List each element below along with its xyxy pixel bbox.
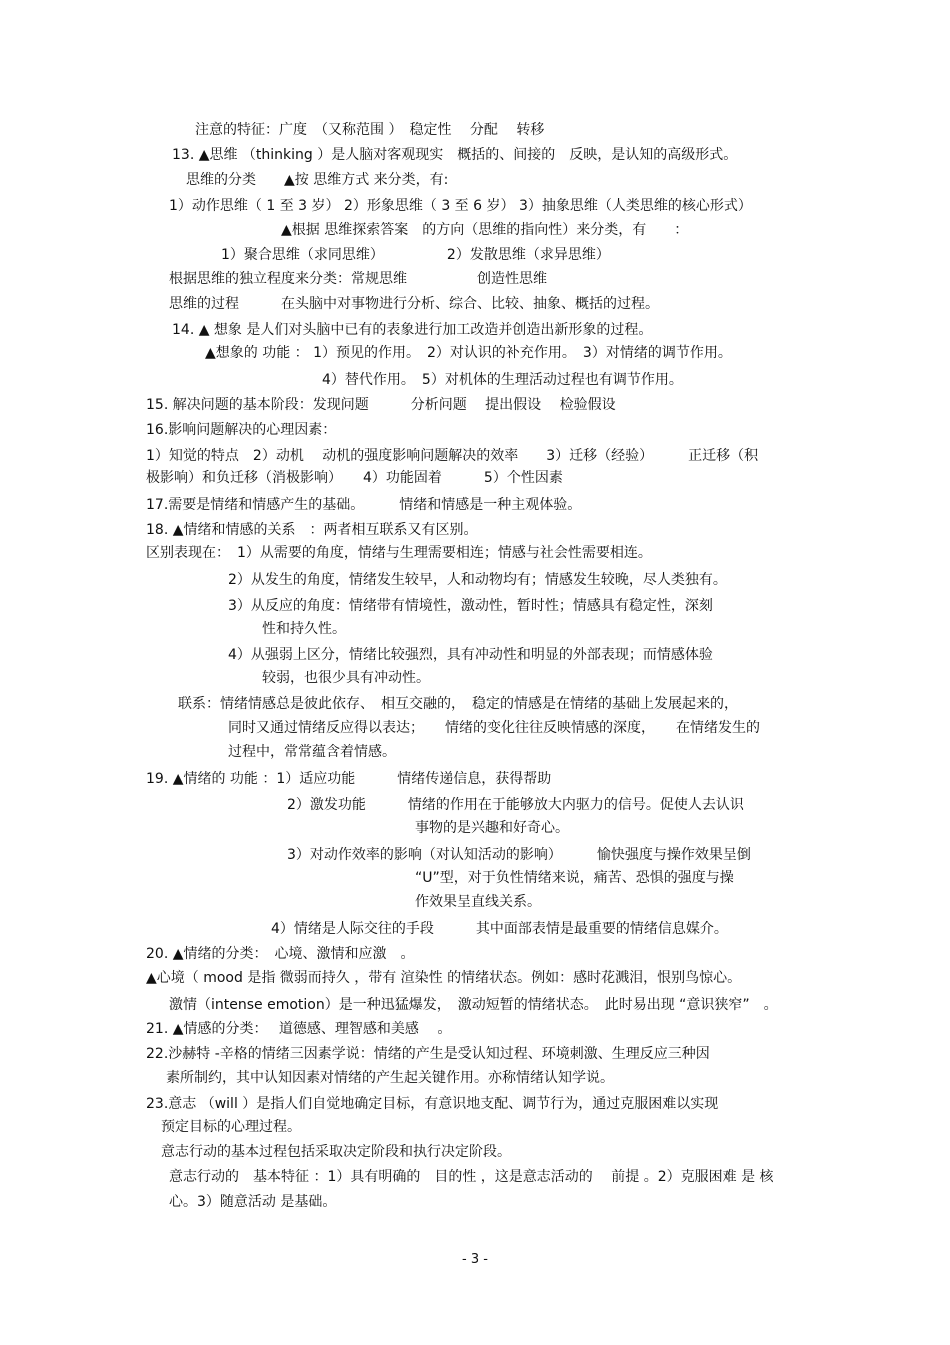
text-line: ▲根据 思维探索答案 的方向（思维的指向性）来分类，有 ：: [281, 222, 689, 238]
text-line: ▲想象的 功能 ： 1）预见的作用。 2）对认识的补充作用。 3）对情绪的调节作用。: [205, 345, 732, 361]
text-line: 17.需要是情绪和情感产生的基础。 情绪和情感是一种主观体验。: [146, 497, 582, 513]
text-line: 作效果呈直线关系。: [415, 894, 541, 910]
text-line: “U”型，对于负性情绪来说，痛苦、恐惧的强度与操: [415, 870, 734, 886]
text-line: 预定目标的心理过程。: [161, 1119, 301, 1135]
text-line: 1）知觉的特点 2）动机 动机的强度影响问题解决的效率 3）迁移（经验） 正迁移（积: [146, 448, 759, 464]
text-line: 激情（intense emotion）是一种迅猛爆发， 激动短暂的情绪状态。 此时易出现 “意识狭窄” 。: [169, 997, 778, 1013]
text-line: 较弱，也很少具有冲动性。: [262, 670, 430, 686]
text-line: 事物的是兴趣和好奇心。: [415, 820, 569, 836]
text-line: ▲心境（ mood 是指 微弱而持久 ，带有 渲染性 的情绪状态。例如：感时花溅泪，恨别鸟惊心。: [146, 970, 742, 986]
text-line: 23.意志 （will ）是指人们自觉地确定目标，有意识地支配、调节行为，通过克服困难以实现: [146, 1096, 719, 1112]
text-line: 区别表现在： 1）从需要的角度，情绪与生理需要相连；情感与社会性需要相连。: [146, 545, 652, 561]
text-line: 2）从发生的角度，情绪发生较早，人和动物均有；情感发生较晚，尽人类独有。: [228, 572, 727, 588]
text-line: 22.沙赫特 -辛格的情绪三因素学说：情绪的产生是受认知过程、环境刺激、生理反应三种因: [146, 1046, 710, 1062]
text-line: 13. ▲思维 （thinking ）是人脑对客观现实 概括的、间接的 反映，是认知的高级形式。: [172, 147, 738, 163]
page-number: - 3 -: [462, 1252, 488, 1267]
text-line: 3）从反应的角度：情绪带有情境性，激动性，暂时性；情感具有稳定性，深刻: [228, 598, 713, 614]
text-line: 心。3）随意活动 是基础。: [169, 1194, 337, 1210]
text-line: 15. 解决问题的基本阶段：发现问题 分析问题 提出假设 检验假设: [146, 397, 616, 413]
text-line: 根据思维的独立程度来分类：常规思维 创造性思维: [169, 271, 547, 287]
text-line: 同时又通过情绪反应得以表达； 情绪的变化往往反映情感的深度， 在情绪发生的: [228, 720, 760, 736]
text-line: 联系：情绪情感总是彼此依存、 相互交融的， 稳定的情感是在情绪的基础上发展起来的，: [178, 696, 738, 712]
text-line: 意志行动的 基本特征 ：1）具有明确的 目的性 ，这是意志活动的 前提 。2）克服困难 是 核: [169, 1169, 774, 1185]
text-line: 过程中，常常蕴含着情感。: [228, 744, 396, 760]
text-line: 性和持久性。: [262, 621, 346, 637]
text-line: 素所制约，其中认知因素对情绪的产生起关键作用。亦称情绪认知学说。: [166, 1070, 614, 1086]
text-line: 思维的分类 ▲按 思维方式 来分类，有:: [186, 172, 449, 188]
text-line: 20. ▲情绪的分类： 心境、激情和应激 。: [146, 946, 415, 962]
text-line: 19. ▲情绪的 功能 ：1）适应功能 情绪传递信息，获得帮助: [146, 771, 552, 787]
text-line: 意志行动的基本过程包括采取决定阶段和执行决定阶段。: [161, 1144, 511, 1160]
text-line: 1）动作思维（ 1 至 3 岁） 2）形象思维（ 3 至 6 岁） 3）抽象思维（人类思维的核心形式）: [169, 198, 752, 214]
text-line: 1）聚合思维（求同思维） 2）发散思维（求异思维）: [221, 247, 610, 263]
text-line: 21. ▲情感的分类： 道德感、理智感和美感 。: [146, 1021, 452, 1037]
text-line: 3）对动作效率的影响（对认知活动的影响） 愉快强度与操作效果呈倒: [287, 847, 751, 863]
text-line: 4）替代作用。 5）对机体的生理活动过程也有调节作用。: [322, 372, 683, 388]
text-line: 14. ▲ 想象 是人们对头脑中已有的表象进行加工改造并创造出新形象的过程。: [172, 322, 653, 338]
text-line: 2）激发功能 情绪的作用在于能够放大内驱力的信号。促使人去认识: [287, 797, 744, 813]
text-line: 极影响）和负迁移（消极影响） 4）功能固着 5）个性因素: [146, 470, 563, 486]
text-line: 16.影响问题解决的心理因素：: [146, 422, 337, 438]
text-line: 18. ▲情绪和情感的关系 ：两者相互联系又有区别。: [146, 522, 478, 538]
text-line: 4）从强弱上区分，情绪比较强烈，具有冲动性和明显的外部表现；而情感体验: [228, 647, 713, 663]
text-line: 注意的特征：广度 （又称范围 ） 稳定性 分配 转移: [195, 122, 545, 138]
text-line: 4）情绪是人际交往的手段 其中面部表情是最重要的情绪信息媒介。: [271, 921, 728, 937]
text-line: 思维的过程 在头脑中对事物进行分析、综合、比较、抽象、概括的过程。: [169, 296, 659, 312]
